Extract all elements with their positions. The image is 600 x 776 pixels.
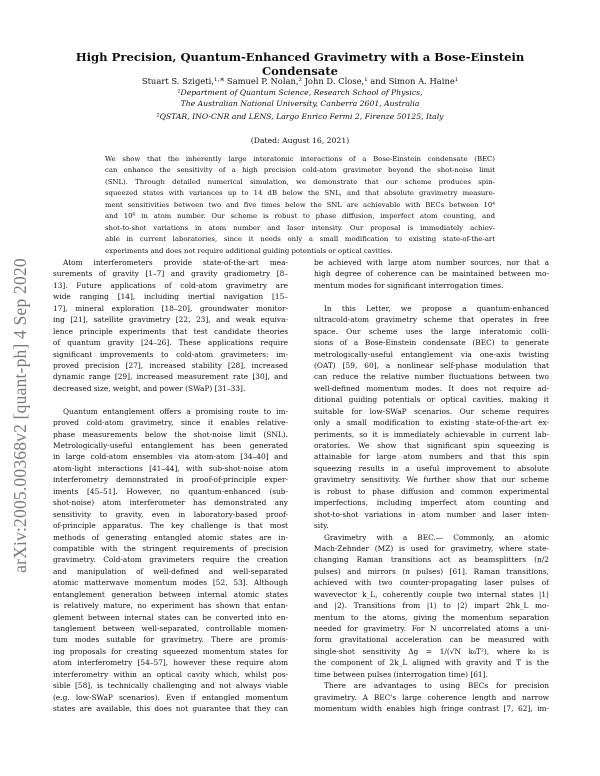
abstract xyxy=(105,154,495,257)
left-column-line: ing [21], satellite gravimetry [22, 23], and weak equiva- xyxy=(53,315,288,325)
left-column-line: atom-light interactions [41–44], with sub-shot-noise atom xyxy=(53,463,288,473)
left-column-line: surements of gravity [1–7] and gravity gradiometry [8– xyxy=(53,269,288,279)
right-column-line: suitable for low-SWaP scenarios. Our scheme requires xyxy=(314,406,549,416)
left-column-line: interferometry demonstrated in proof-of-principle exper- xyxy=(53,475,288,485)
left-column-line: states are available, this does not guarantee that they can xyxy=(53,704,288,714)
abstract-line: (SNL). Through detailed numerical simulation, we demonstrate that our scheme produces spin- xyxy=(105,177,495,186)
abstract-line: ment sensitivities between two and five times below the SNL are achievable with BECs between 10⁴ xyxy=(105,200,495,209)
left-column-line: compatible with the stringent requirements of precision xyxy=(53,543,288,553)
left-column-line: tanglement between well-separated, controllable momen- xyxy=(53,624,288,633)
right-column xyxy=(314,257,549,715)
right-column-line: momentum width enables high fringe contrast [7, 62], im- xyxy=(314,704,549,714)
left-column-line: Atom interferometers provide state-of-the-art mea- xyxy=(63,258,288,267)
right-column-line: There are advantages to using BECs for precision xyxy=(324,681,549,691)
paper-title: High Precision, Quantum-Enhanced Gravimetry with a Bose-Einstein Condensate xyxy=(75,50,525,78)
left-column-line: 13]. Future applications of cold-atom gravimetry are xyxy=(53,280,288,290)
right-column-line: only a small modification to existing state-of-the-art ex- xyxy=(314,418,549,428)
right-column-line: high degree of coherence can be maintained between mo- xyxy=(314,269,549,279)
left-column-line: Metrologically-useful entanglement has been generated xyxy=(53,441,288,450)
left-column-line: sible [58], is technically challenging and not always viable xyxy=(53,681,288,691)
right-column-line: mentum to the atoms, giving the momentum separation xyxy=(314,612,549,622)
left-column-line: dynamic range [29], increased measurement rate [30], and xyxy=(53,372,288,382)
left-column-line: of-principle apparatus. The key challenge is that most xyxy=(53,521,288,531)
right-column-line: gravimetry sensitivity. We further show that our scheme xyxy=(314,475,549,485)
abstract-line: shot-to-shot variations in atom number and laser intensity. Our proposal is immediately achiev- xyxy=(105,223,495,232)
arxiv-stamp-text: arXiv:2005.00368v2 [quant-ph] 4 Sep 2020 xyxy=(9,257,30,573)
left-column-line: of quantum gravity [24–26]. These applications require xyxy=(53,338,288,348)
left-column-line: ing proposals for creating squeezed momentum states for xyxy=(53,646,288,656)
abstract-line: We show that the inherently large interatomic interactions of a Bose-Einstein condensate (BEC) xyxy=(105,155,495,163)
affiliation-1: ¹Department of Quantum Science, Research School of Physics, xyxy=(177,88,423,97)
left-column-line: atom interferometry [54–57], however these require atom xyxy=(53,658,288,668)
left-column-line: methods of generating entangled atomic states are in- xyxy=(53,532,288,542)
right-column-line: space. Our scheme uses the large interatomic colli- xyxy=(314,326,549,336)
affiliation-3: ²QSTAR, INO-CNR and LENS, Largo Enrico Fermi 2, Firenze 50125, Italy xyxy=(156,112,444,121)
left-column-line: iments [45–51]. However, no quantum-enhanced (sub- xyxy=(53,486,288,496)
left-column-line: significant improvements to cold-atom gravimeters: im- xyxy=(53,349,288,359)
right-column-line: Mach-Zehnder (MZ) is used for gravimetry, where state- xyxy=(314,543,549,553)
abstract-line: and 10⁶ in atom number. Our scheme is robust to phase diffusion, imperfect atom counting, and xyxy=(105,212,495,221)
right-column-line: single-shot sensitivity Δg = 1/(√N k₀T²), where k₀ is xyxy=(314,646,549,656)
right-column-line: periments, so it is immediately achievable in current lab- xyxy=(314,429,549,439)
right-column-line: squeezing results in a useful improvement to absolute xyxy=(314,463,549,473)
affiliation-2: The Australian National University, Canberra 2601, Australia xyxy=(180,99,420,108)
right-column-line: wavevector k_L, coherently couple two internal states |1⟩ xyxy=(314,589,549,599)
arxiv-stamp xyxy=(4,200,36,630)
left-column-line: sensitivity to gravity, even in laboratory-based proof- xyxy=(53,509,288,519)
right-column-line: metrologically-useful entanglement via one-axis twisting xyxy=(314,349,549,359)
paragraph-gap xyxy=(314,291,549,302)
left-column-line: Quantum entanglement offers a promising route to im- xyxy=(63,406,288,416)
right-column-line: and |2⟩. Transitions from |1⟩ to |2⟩ impart 2ħk_L mo- xyxy=(314,601,549,611)
abstract-line: can enhance the sensitivity of a high precision cold-atom gravimeter beyond the shot-noise limit xyxy=(105,166,495,175)
left-column xyxy=(53,257,288,715)
dated-line: (Dated: August 16, 2021) xyxy=(250,136,350,145)
right-column-line: Gravimetry with a BEC.— Commonly, an atomic xyxy=(324,532,549,542)
paragraph-gap xyxy=(53,394,288,405)
left-column-line: wide ranging [14], including inertial navigation [15– xyxy=(53,292,288,302)
left-column-line: 17], mineral exploration [18–20], groundwater monitor- xyxy=(53,303,288,313)
left-column-line: proved precision [27], increased stability [28], increased xyxy=(53,360,288,370)
left-column-line: proved cold-atom gravimetry, since it enables relative- xyxy=(53,418,288,428)
right-column-line: mentum modes for significant interrogation times. xyxy=(314,280,504,290)
right-column-line: oratories. We show that significant spin squeezing is xyxy=(314,441,549,450)
right-column-line: time between pulses (interrogation time) [61]. xyxy=(314,669,488,679)
right-column-line: pulses) and mirrors (π pulses) [61]. Raman transitions, xyxy=(314,566,549,576)
left-column-line: interferometry within an optical cavity which, whilst pos- xyxy=(53,669,288,679)
right-column-line: sions of a Bose-Einstein condensate (BEC) to generate xyxy=(314,338,549,348)
right-column-line: can reduce the relative number fluctuations between two xyxy=(314,372,549,382)
left-column-line: glement between internal states can be converted into en- xyxy=(53,612,288,622)
right-column-line: changing Raman transitions act as beamsplitters (π/2 xyxy=(314,555,549,565)
right-column-line: attainable for large atom numbers and that this spin xyxy=(314,452,549,462)
left-column-line: entanglement generation between internal atomic states xyxy=(53,589,288,599)
right-column-line: gravimetry. A BEC's large coherence length and narrow xyxy=(314,692,549,702)
abstract-line: squeezed states with variances up to 14 dB below the SNL, and that absolute gravimetry measure- xyxy=(105,189,495,198)
right-column-line: In this Letter, we propose a quantum-enhanced xyxy=(324,303,549,313)
left-column-line: gravimetry. Cold-atom gravimeters require the creation xyxy=(53,555,288,565)
right-column-line: ultracold-atom gravimetry scheme that operates in free xyxy=(314,315,549,325)
left-column-line: decreased size, weight, and power (SWaP) [31–33]. xyxy=(53,383,246,393)
right-column-line: form gravitational acceleration can be measured with xyxy=(314,635,549,645)
abstract-line: able in current laboratories, since it needs only a small modification to existing state-of-the-art xyxy=(105,235,495,244)
author-list: Stuart S. Szigeti,¹·* Samuel P. Nolan,² John D. Close,¹ and Simon A. Haine¹ xyxy=(141,76,459,86)
right-column-line: the component of 2k_L aligned with gravity and T is the xyxy=(314,658,549,668)
right-column-line: is robust to phase diffusion and common experimental xyxy=(314,486,549,496)
right-column-line: sity. xyxy=(314,521,329,531)
left-column-line: is relatively mature, no experiment has shown that entan- xyxy=(53,601,288,611)
right-column-line: ditional guiding potentials or optical cavities, making it xyxy=(314,395,549,405)
right-column-line: needed for gravimetry. For N uncorrelated atoms a uni- xyxy=(314,624,549,633)
right-column-line: imperfections, including imperfect atom counting and xyxy=(314,498,549,508)
left-column-line: shot-noise) atom interferometer has demonstrated any xyxy=(53,498,288,508)
right-column-line: achieved with two counter-propagating laser pulses of xyxy=(314,578,549,588)
left-column-line: lence principle experiments that test candidate theories xyxy=(53,326,288,336)
left-column-line: (e.g. low-SWaP scenarios). Even if entangled momentum xyxy=(53,692,288,702)
right-column-line: (OAT) [59, 60], a nonlinear self-phase modulation that xyxy=(314,360,549,370)
right-column-line: shot-to-shot variations in atom number and laser inten- xyxy=(314,509,549,519)
left-column-line: phase measurements below the shot-noise limit (SNL). xyxy=(53,429,288,439)
left-column-line: atomic matterwave momentum modes [52, 53]. Although xyxy=(53,578,288,588)
abstract-line: experiments and does not require additional guiding potentials or optical cavities. xyxy=(105,246,393,255)
left-column-line: in large cold-atom ensembles via atom-atom [34–40] and xyxy=(53,452,288,462)
left-column-line: tum modes suitable for gravimetry. There are promis- xyxy=(53,635,288,645)
left-column-line: and manipulation of well-defined and well-separated xyxy=(53,566,288,576)
right-column-line: be achieved with large atom number sources, nor that a xyxy=(314,258,549,267)
right-column-line: well-defined momentum modes. It does not require ad- xyxy=(314,383,549,393)
